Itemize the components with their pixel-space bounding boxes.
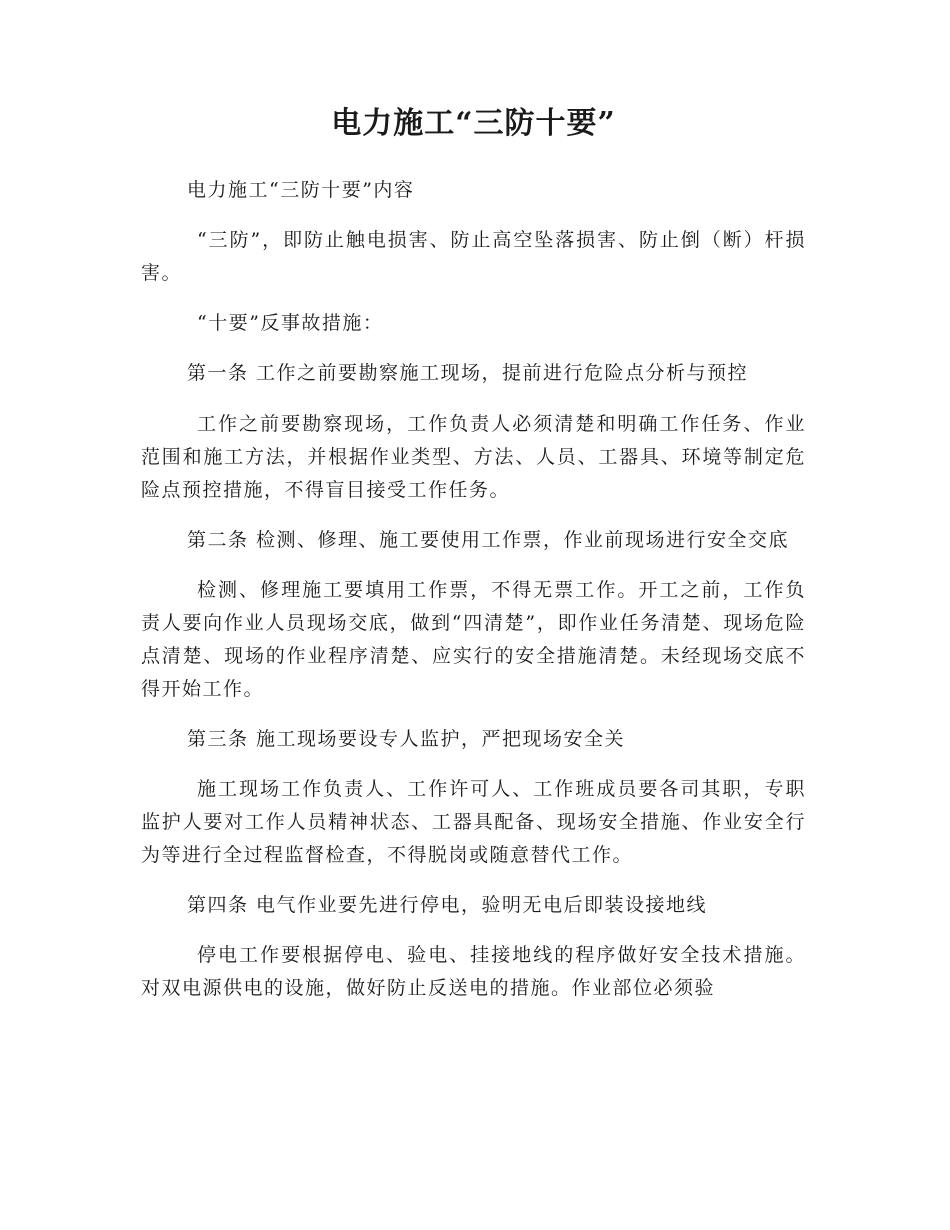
article-1-heading: 第一条 工作之前要勘察施工现场，提前进行危险点分析与预控 (187, 362, 749, 384)
article-3-body: 施工现场工作负责人、工作许可人、工作班成员要各司其职，专职监护人要对工作人员精神状态、工器具配备、现场安全措施、作业安全行为等进行全过程监督检查，不得脱岗或随意替代工作。 (141, 778, 806, 866)
ten-requirements-heading: “十要”反事故措施： (197, 312, 384, 334)
article-2-body: 检测、修理施工要填用工作票，不得无票工作。开工之前，工作负责人要向作业人员现场交底，做到“四清楚”，即作业任务清楚、现场危险点清楚、现场的作业程序清楚、应实行的安全措施清楚。未经现场交底不得开始工作。 (141, 579, 806, 700)
document-title: 电力施工“三防十要” (331, 106, 616, 141)
article-1-body: 工作之前要勘察现场，工作负责人必须清楚和明确工作任务、作业范围和施工方法，并根据作业类型、方法、人员、工器具、环境等制定危险点预控措施，不得盲目接受工作任务。 (141, 413, 806, 501)
article-4-body: 停电工作要根据停电、验电、挂接地线的程序做好安全技术措施。对双电源供电的设施，做好防止反送电的措施。作业部位必须验 (141, 944, 806, 999)
intro-heading: 电力施工“三防十要”内容 (187, 179, 415, 201)
article-2-heading: 第二条 检测、修理、施工要使用工作票，作业前现场进行安全交底 (187, 529, 790, 551)
three-preventions-paragraph: “三防”，即防止触电损害、防止高空坠落损害、防止倒（断）杆损害。 (141, 229, 806, 284)
article-4-heading: 第四条 电气作业要先进行停电，验明无电后即装设接地线 (187, 894, 708, 916)
article-3-heading: 第三条 施工现场要设专人监护，严把现场安全关 (187, 728, 626, 750)
document-page (141, 104, 806, 1022)
